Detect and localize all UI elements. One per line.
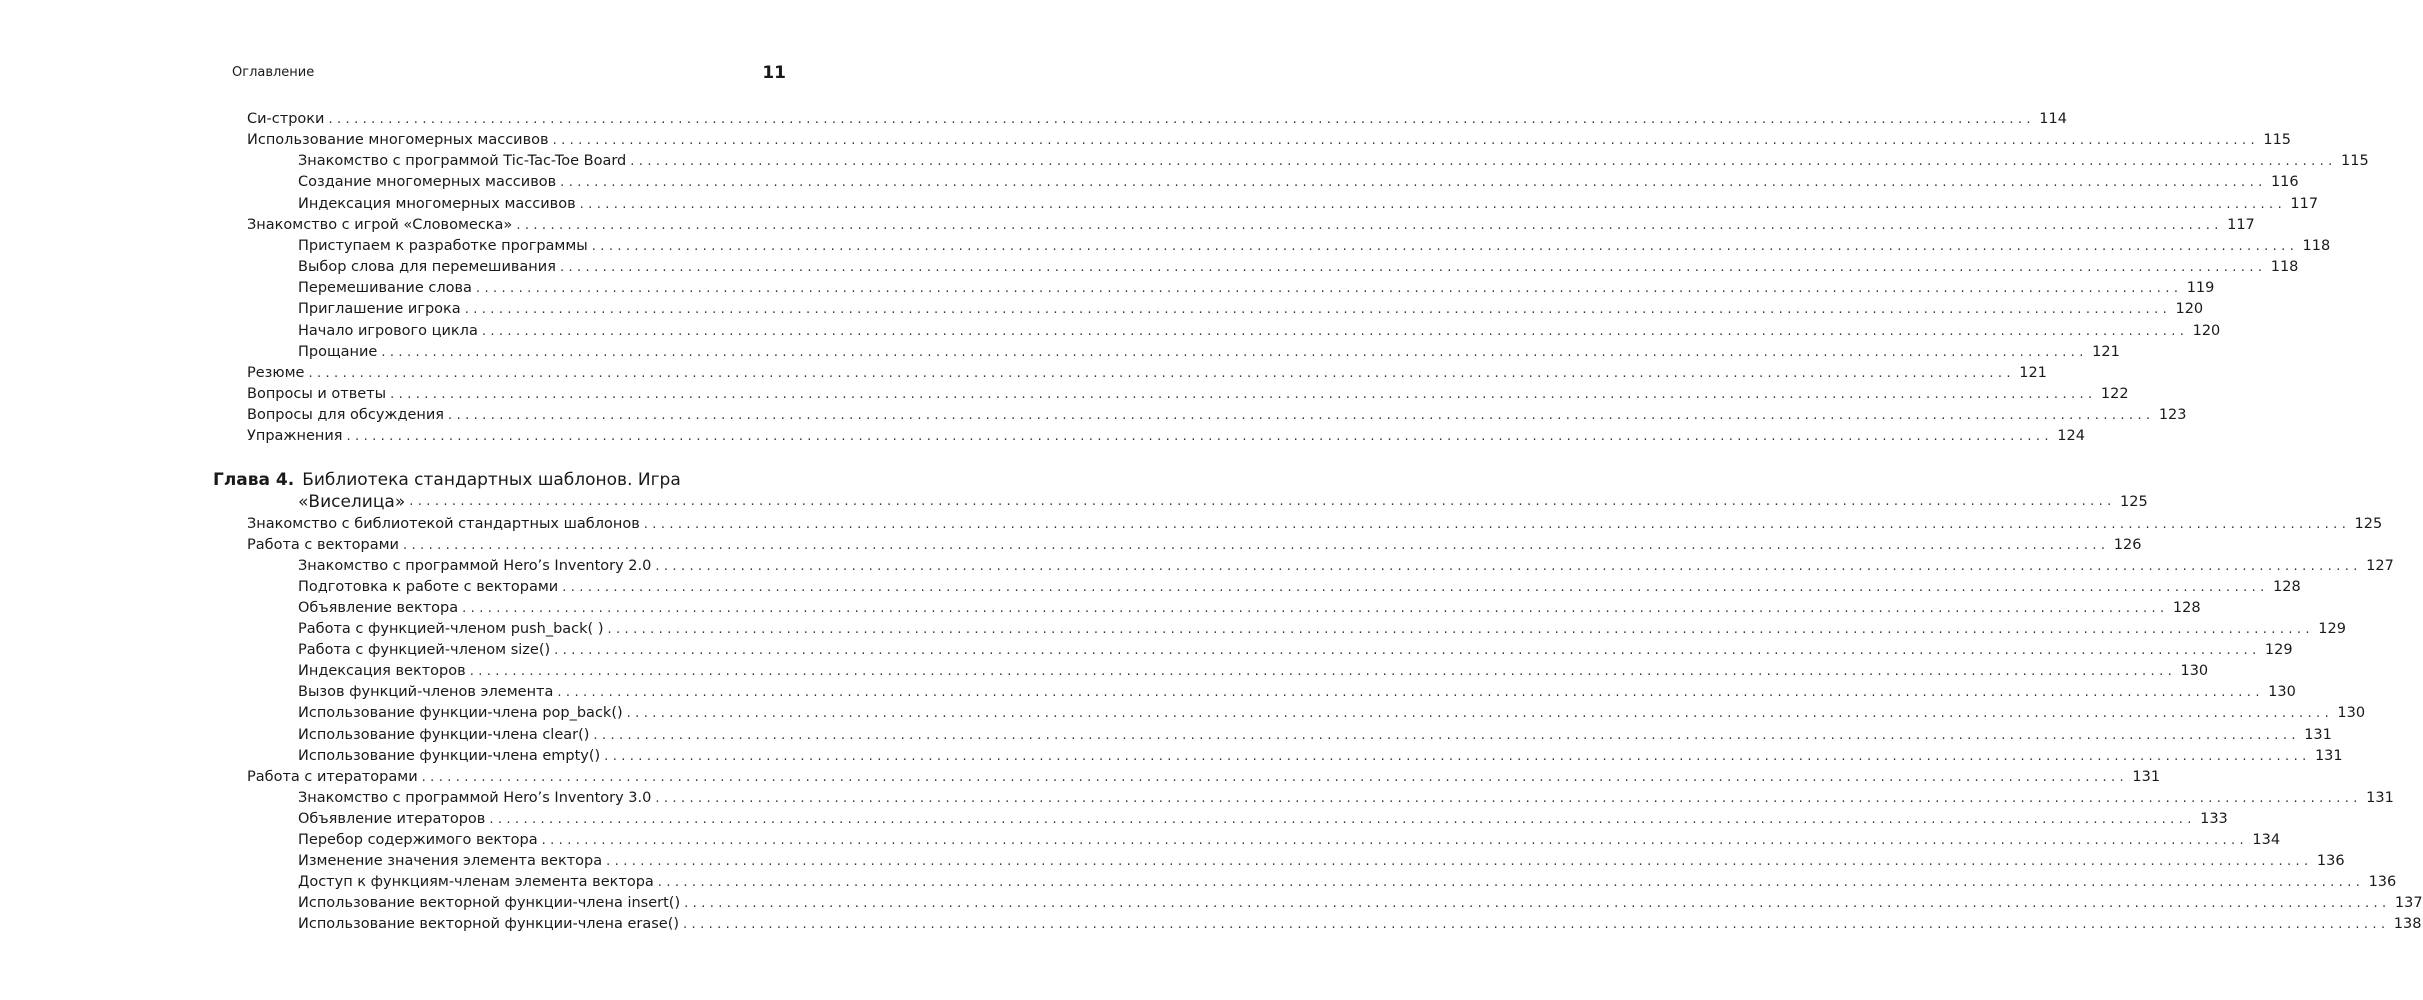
toc-entry-page-number: 117 xyxy=(2223,215,2255,236)
toc-entry-page-number: 124 xyxy=(2053,426,2085,447)
toc-entry-label: Изменение значения элемента вектора xyxy=(298,851,606,872)
leader-dots: ........................................................................................................................................................................................................ xyxy=(684,895,2391,911)
leader-dots: ........................................................................................................................................................................................................ xyxy=(462,601,2169,617)
chapter-heading xyxy=(213,469,681,491)
toc-entry-label: Использование функции-члена empty() xyxy=(298,746,604,767)
leader-dots: ........................................................................................................................................................................................................ xyxy=(448,408,2155,424)
toc-entry-label: Индексация многомерных массивов xyxy=(298,194,580,215)
toc-entry-page-number: 120 xyxy=(2188,321,2220,342)
toc-entry-label: Вызов функций-членов элемента xyxy=(298,682,557,703)
leader-dots: ........................................................................................................................................................................................................ xyxy=(562,580,2269,596)
toc-entry-page-number: 117 xyxy=(2286,194,2318,215)
toc-entry-label: Начало игрового цикла xyxy=(298,321,482,342)
leader-dots: ........................................................................................................................................................................................................ xyxy=(683,916,2390,932)
toc-entry-page-number: 136 xyxy=(2313,851,2345,872)
toc-entry-label: Объявление итераторов xyxy=(298,809,489,830)
toc-entry-page-number: 131 xyxy=(2128,767,2160,788)
toc-entry xyxy=(298,788,2394,809)
toc-entry-page-number: 123 xyxy=(2155,405,2187,426)
toc-entry-label: Вопросы и ответы xyxy=(247,384,390,405)
toc-entry-label: Знакомство с библиотекой стандартных шаблонов xyxy=(247,514,644,535)
toc-entry-label: Вопросы для обсуждения xyxy=(247,405,448,426)
toc-entry-page-number: 126 xyxy=(2109,535,2141,556)
leader-dots: ........................................................................................................................................................................................................ xyxy=(607,622,2314,638)
toc-entry xyxy=(298,342,2120,363)
toc-entry xyxy=(247,109,2067,130)
toc-entry xyxy=(298,556,2394,577)
toc-entry-page-number: 131 xyxy=(2300,725,2332,746)
leader-dots: ........................................................................................................................................................................................................ xyxy=(579,196,2287,212)
leader-dots: ........................................................................................................................................................................................................ xyxy=(464,302,2172,318)
toc-entry xyxy=(247,767,2161,788)
toc-entry xyxy=(298,851,2345,872)
toc-entry-page-number: 136 xyxy=(2364,872,2396,893)
toc-entry xyxy=(247,130,2292,151)
toc-entry-page-number: 130 xyxy=(2333,703,2365,724)
chapter-heading-continuation xyxy=(298,491,2148,513)
leader-dots: ........................................................................................................................................................................................................ xyxy=(381,344,2088,360)
leader-dots: ........................................................................................................................................................................................................ xyxy=(346,429,2053,445)
toc-entry-page-number: 115 xyxy=(2259,130,2291,151)
toc-entry-label: Си-строки xyxy=(247,109,328,130)
toc-entry-page-number: 129 xyxy=(2261,640,2293,661)
leader-dots: ........................................................................................................................................................................................................ xyxy=(626,706,2334,722)
toc-entry xyxy=(298,746,2343,767)
toc-entry-page-number: 131 xyxy=(2311,746,2343,767)
toc-entry xyxy=(298,661,2209,682)
toc-entry-label: Использование функции-члена clear() xyxy=(298,725,593,746)
chapter-title-line2: «Виселица» xyxy=(298,492,406,512)
toc-entry-label: Создание многомерных массивов xyxy=(298,172,560,193)
leader-dots: ........................................................................................................................................................................................................ xyxy=(559,260,2267,276)
leader-dots: ........................................................................................................................................................................................................ xyxy=(421,769,2129,785)
toc-entry-label: Использование функции-члена pop_back() xyxy=(298,703,627,724)
leader-dots: ........................................................................................................................................................................................................ xyxy=(657,874,2365,890)
leader-dots: ........................................................................................................................................................................................................ xyxy=(606,853,2313,869)
toc-entry-page-number: 127 xyxy=(2362,556,2394,577)
toc-entry-label: Выбор слова для перемешивания xyxy=(298,257,560,278)
chapter-page-number: 125 xyxy=(2120,494,2148,510)
leader-dots: ........................................................................................................................................................................................................ xyxy=(469,664,2177,680)
toc-entry xyxy=(247,426,2085,447)
toc-entry-label: Работа с функцией-членом push_back( ) xyxy=(298,619,607,640)
leader-dots: ........................................................................................................................................................................................................ xyxy=(604,748,2311,764)
toc-entry xyxy=(298,236,2331,257)
toc-entry-page-number: 114 xyxy=(2035,109,2067,130)
toc-entry-label: Доступ к функциям-членам элемента вектора xyxy=(298,872,658,893)
leader-dots: ........................................................................................................................................................................................................ xyxy=(630,154,2337,170)
toc-entry-page-number: 137 xyxy=(2391,893,2423,914)
toc-entry-label: Использование векторной функции-члена erase() xyxy=(298,914,683,935)
leader-dots: ........................................................................................................................................................................................................ xyxy=(308,365,2015,381)
toc-entry-label: Перемешивание слова xyxy=(298,278,476,299)
toc-entry-page-number: 138 xyxy=(2389,914,2421,935)
toc-entry-page-number: 129 xyxy=(2314,619,2346,640)
toc-entry xyxy=(247,215,2255,236)
leader-dots: ........................................................................................................................................................................................................ xyxy=(475,281,2183,297)
toc-entry-label: Приступаем к разработке программы xyxy=(298,236,592,257)
toc-entry-page-number: 116 xyxy=(2267,172,2299,193)
toc-entry xyxy=(247,384,2129,405)
toc-entry-label: Знакомство с программой Hero’s Inventory 3.0 xyxy=(298,788,655,809)
toc-entry-label: Резюме xyxy=(247,363,308,384)
toc-entry-label: Прощание xyxy=(298,342,381,363)
toc-entry-page-number: 119 xyxy=(2182,278,2214,299)
leader-dots: ........................................................................................................................................................................................................ xyxy=(655,790,2362,806)
toc-entry xyxy=(298,257,2299,278)
toc-entry-label: Знакомство с программой Hero’s Inventory 2.0 xyxy=(298,556,655,577)
toc-entry-page-number: 125 xyxy=(2350,514,2382,535)
leader-dots: ........................................................................................................................................................................................................ xyxy=(541,832,2249,848)
leader-dots: ........................................................................................................................................................................................................ xyxy=(560,175,2267,191)
leader-dots: ........................................................................................................................................................................................................ xyxy=(557,685,2264,701)
toc-entry-page-number: 130 xyxy=(2176,661,2208,682)
page-number: 11 xyxy=(762,63,786,83)
toc-entry-label: Приглашение игрока xyxy=(298,299,465,320)
leader-dots: ........................................................................................................................................................................................................ xyxy=(328,112,2035,127)
toc-entry xyxy=(298,151,2369,172)
toc-entry-page-number: 131 xyxy=(2362,788,2394,809)
toc-entry xyxy=(247,514,2383,535)
leader-dots: ........................................................................................................................................................................................................ xyxy=(481,323,2189,339)
toc-entry-label: Объявление вектора xyxy=(298,598,462,619)
toc-entry xyxy=(298,703,2366,724)
toc-entry-label: Знакомство с программой Tic-Tac-Toe Board xyxy=(298,151,630,172)
toc-entry xyxy=(298,278,2215,299)
toc-entry xyxy=(298,725,2332,746)
toc-entry xyxy=(298,619,2346,640)
toc-entry-page-number: 121 xyxy=(2015,363,2047,384)
toc-entry-label: Знакомство с игрой «Словомеска» xyxy=(247,215,516,236)
toc-entry xyxy=(298,640,2293,661)
toc-entry xyxy=(298,321,2221,342)
leader-dots: ........................................................................................................................................................................................................ xyxy=(552,133,2260,149)
toc-entry xyxy=(298,809,2228,830)
leader-dots: ........................................................................................................................................................................................................ xyxy=(516,217,2223,233)
toc-entry xyxy=(247,405,2187,426)
toc-entry xyxy=(298,598,2201,619)
toc-entry-page-number: 115 xyxy=(2337,151,2369,172)
toc-entry-page-number: 118 xyxy=(2298,236,2330,257)
toc-entry xyxy=(298,893,2423,914)
toc-entry-page-number: 134 xyxy=(2248,830,2280,851)
chapter-title-line1: Библиотека стандартных шаблонов. Игра xyxy=(302,470,681,490)
toc-entry-page-number: 128 xyxy=(2269,577,2301,598)
toc-entry-label: Подготовка к работе с векторами xyxy=(298,577,562,598)
toc-entry-page-number: 130 xyxy=(2264,682,2296,703)
toc-entry-page-number: 122 xyxy=(2097,384,2129,405)
toc-entry xyxy=(298,172,2299,193)
leader-dots: ........................................................................................................................................................................................................ xyxy=(402,538,2110,554)
toc-entry-label: Использование многомерных массивов xyxy=(247,130,553,151)
leader-dots: ........................................................................................................................................................................................................ xyxy=(489,811,2196,827)
toc-entry-page-number: 128 xyxy=(2169,598,2201,619)
toc-entry xyxy=(298,194,2319,215)
toc-entry-label: Перебор содержимого вектора xyxy=(298,830,542,851)
leader-dots: ........................................................................................................................................................................................................ xyxy=(655,559,2362,575)
running-header-title: Оглавление xyxy=(232,65,315,80)
toc-entry xyxy=(247,535,2142,556)
toc-entry-page-number: 133 xyxy=(2196,809,2228,830)
toc-entry-label: Упражнения xyxy=(247,426,347,447)
leader-dots: ........................................................................................................................................................................................................ xyxy=(643,517,2351,532)
toc-entry-label: Индексация векторов xyxy=(298,661,470,682)
leader-dots: ........................................................................................................................................................................................................ xyxy=(593,727,2300,743)
toc-entry xyxy=(247,363,2047,384)
leader-dots: ........................................................................................................................................................................................................ xyxy=(554,643,2261,659)
chapter-label: Глава 4. xyxy=(213,470,295,490)
toc-entry xyxy=(298,830,2281,851)
toc-entry-label: Работа с итераторами xyxy=(247,767,422,788)
toc-entry-label: Использование векторной функции-члена insert() xyxy=(298,893,684,914)
toc-entry-page-number: 118 xyxy=(2266,257,2298,278)
toc-entry xyxy=(298,872,2397,893)
toc-entry xyxy=(298,914,2422,935)
leader-dots: ........................................................................................................................................................................................................ xyxy=(409,494,2116,509)
toc-entry-page-number: 121 xyxy=(2088,342,2120,363)
toc-entry-page-number: 120 xyxy=(2171,299,2203,320)
toc-entry xyxy=(298,682,2296,703)
leader-dots: ........................................................................................................................................................................................................ xyxy=(591,238,2299,254)
leader-dots: ........................................................................................................................................................................................................ xyxy=(390,386,2097,402)
toc-entry-label: Работа с векторами xyxy=(247,535,403,556)
toc-entry xyxy=(298,577,2301,598)
toc-entry xyxy=(298,299,2204,320)
toc-entry-label: Работа с функцией-членом size() xyxy=(298,640,554,661)
